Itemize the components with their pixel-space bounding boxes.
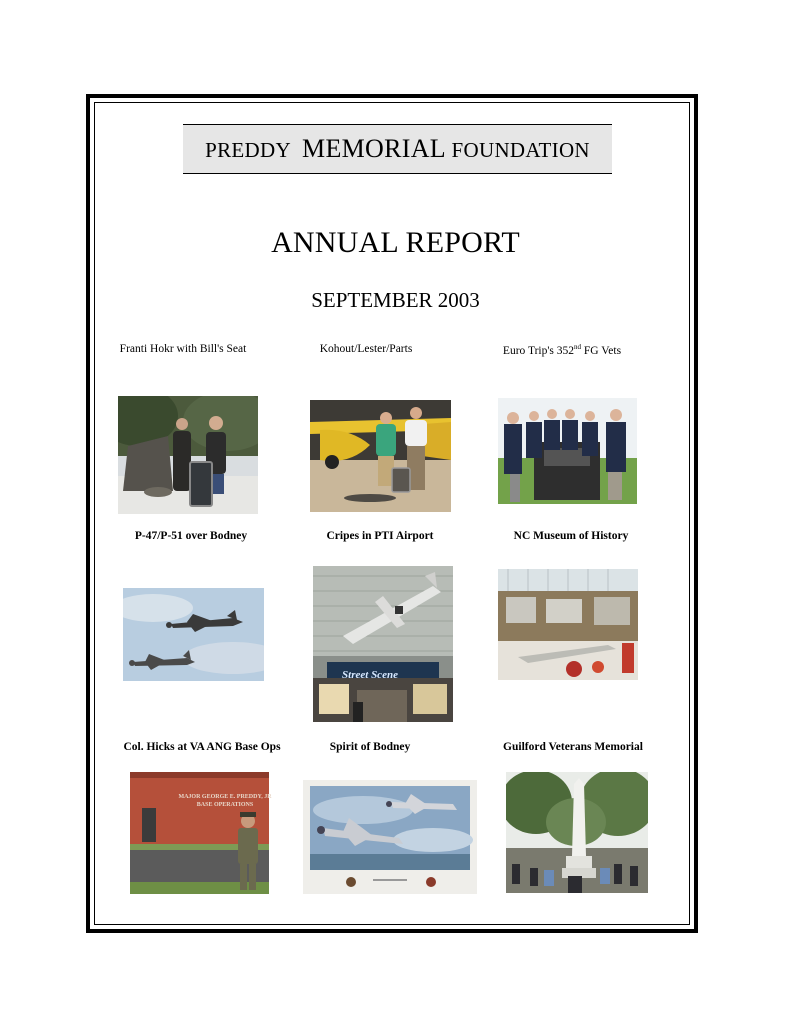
caption-kohout-lester: Kohout/Lester/Parts	[319, 343, 413, 355]
photo-spirit-of-bodney	[303, 780, 477, 894]
caption-euro-trip-sup: nd	[574, 343, 582, 351]
caption-euro-trip-pre: Euro Trip's 352	[502, 344, 575, 357]
photo-nc-museum	[498, 569, 638, 680]
report-title: ANNUAL REPORT	[271, 226, 520, 259]
banner-word-2: MEMORIAL	[302, 134, 446, 163]
foundation-banner	[183, 124, 612, 174]
caption-euro-trip-post: FG Vets	[581, 344, 622, 357]
report-date: SEPTEMBER 2003	[311, 288, 480, 312]
caption-col-hicks: Col. Hicks at VA ANG Base Ops	[123, 741, 281, 753]
caption-franti-hokr: Franti Hokr with Bill's Seat	[119, 343, 247, 355]
photo-euro-trip-vets	[498, 398, 637, 504]
building-sign-line-2: BASE OPERATIONS	[196, 802, 254, 808]
caption-spirit-of-bodney: Spirit of Bodney	[329, 741, 411, 753]
building-sign-line-1: MAJOR GEORGE E. PREDDY, JR	[178, 794, 272, 800]
caption-euro-trip	[503, 343, 621, 357]
photo-franti-hokr	[118, 396, 258, 514]
photo-cripes-airport	[313, 566, 453, 722]
photo-kohout-lester	[310, 400, 451, 512]
caption-nc-museum: NC Museum of History	[513, 530, 629, 542]
airport-sign-text: Street Scene	[342, 669, 398, 681]
photo-guilford-memorial	[506, 772, 648, 893]
photo-col-hicks	[130, 772, 272, 894]
foundation-name	[205, 134, 590, 164]
banner-word-3: FOUNDATION	[451, 138, 590, 162]
caption-cripes: Cripes in PTI Airport	[326, 530, 434, 542]
caption-guilford-memorial: Guilford Veterans Memorial	[503, 741, 643, 753]
banner-word-1: PREDDY	[205, 138, 291, 162]
photo-p47-p51	[123, 588, 264, 681]
caption-p47-p51: P-47/P-51 over Bodney	[134, 530, 248, 542]
